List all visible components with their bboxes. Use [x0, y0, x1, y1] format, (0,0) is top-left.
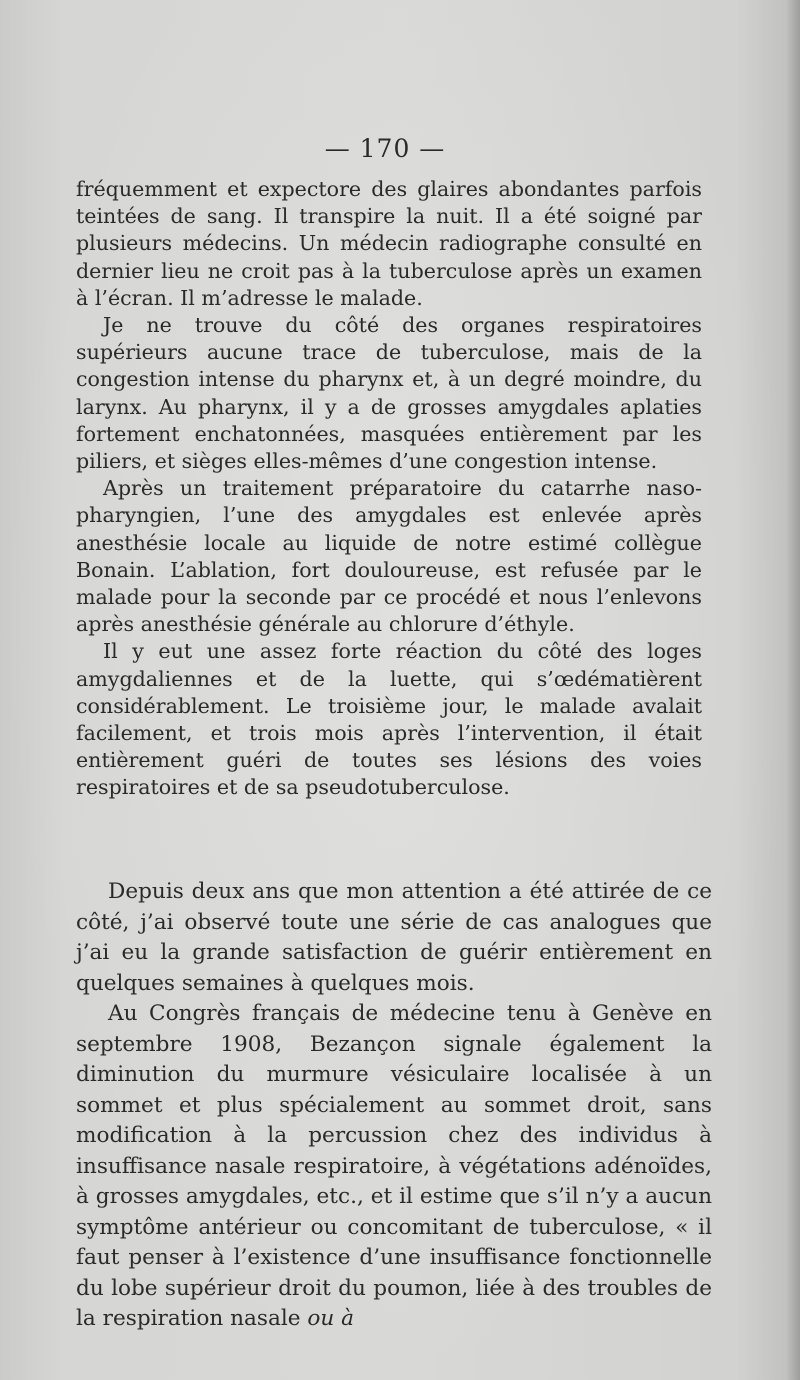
paragraph: Après un traitement préparatoire du catarrhe naso-pharyngien, l’une des amygdales est enlevée après anesthésie locale au liquide de notre estimé collègue Bonain. L’ablation, fort douloureuse, est refusée par le malade pour la seconde par ce procédé et nous l’enlevons après anesthésie générale au chlorure d’éthyle.	[76, 476, 702, 637]
text-block-discussion	[76, 877, 712, 1335]
italic-continuation: ou à	[307, 1306, 355, 1331]
page-number: — 170 —	[324, 134, 446, 163]
paragraph-with-quote	[76, 999, 712, 1335]
paragraph-text: Au Congrès français de médecine tenu à Genève en septembre 1908, Bezançon signale également la diminution du murmure vésiculaire localisée à un sommet et plus spécialement au sommet droit, sans modification à la percussion chez des individus à insuffisance nasale respiratoire, à végétations adénoïdes, à grosses amygdales, etc., et il estime que s’il n’y a aucun symptôme antérieur ou concomitant de tuberculose, « il faut penser à l’existence d’une insuffisance fonctionnelle du lobe supérieur droit du poumon, liée à des troubles de la respiration nasale	[76, 1001, 712, 1331]
paragraph: Il y eut une assez forte réaction du côté des loges amygdaliennes et de la luette, qui s’œdématièrent considérablement. Le troisième jour, le malade avalait facilement, et trois mois après l’intervention, il était entièrement guéri de toutes ses lésions des voies respiratoires et de sa pseudotuberculose.	[76, 639, 702, 800]
paragraph: Je ne trouve du côté des organes respiratoires supérieurs aucune trace de tuberculose, mais de la congestion intense du pharynx et, à un degré moindre, du larynx. Au pharynx, il y a de grosses amygdales aplaties fortement enchatonnées, masquées entièrement par les piliers, et sièges elles-mêmes d’une congestion intense.	[76, 313, 702, 474]
text-block-observation	[76, 176, 702, 802]
page-edge-shadow	[786, 0, 800, 1380]
paragraph-continued: fréquemment et expectore des glaires abondantes parfois teintées de sang. Il transpire la nuit. Il a été soigné par plusieurs médecins. Un médecin radiographe consulté en dernier lieu ne croit pas à la tuberculose après un examen à l’écran. Il m’adresse le malade.	[76, 177, 702, 310]
paragraph: Depuis deux ans que mon attention a été attirée de ce côté, j’ai observé toute une série de cas analogues que j’ai eu la grande satisfaction de guérir entièrement en quelques semaines à quelques mois.	[76, 879, 712, 996]
